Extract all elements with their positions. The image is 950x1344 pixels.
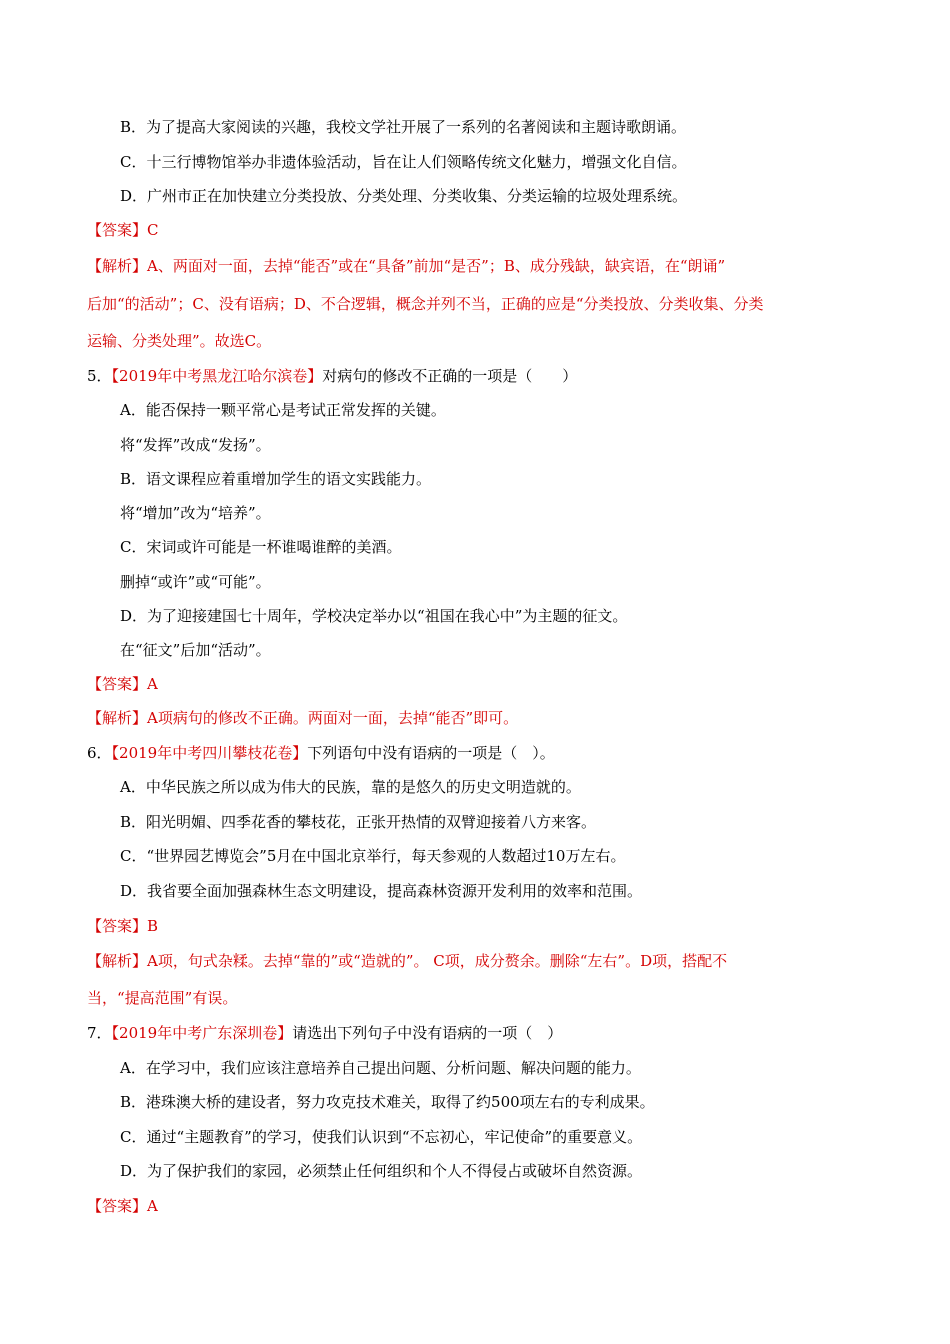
q6-heading <box>87 743 555 763</box>
q6-source: 【2019年中考四川攀枝花卷】 <box>111 744 308 762</box>
q7-source: 【2019年中考广东深圳卷】 <box>111 1024 293 1042</box>
q4-analysis-line-3: 运输、分类处理”。故选C。 <box>87 332 272 350</box>
q6-option-c: C．“世界园艺博览会”5月在中国北京举行，每天参观的人数超过10万左右。 <box>120 847 626 865</box>
q5-heading <box>87 366 577 386</box>
q6-answer: 【答案】B <box>87 917 159 935</box>
q5-option-b: B．语文课程应着重增加学生的语文实践能力。 <box>120 470 432 488</box>
q4-analysis-line-2: 后加“的活动”；C、没有语病；D、不合逻辑，概念并列不当，正确的应是“分类投放、分类收集、分类 <box>87 295 764 313</box>
q4-option-c: C．十三行博物馆举办非遗体验活动，旨在让人们领略传统文化魅力，增强文化自信。 <box>120 153 687 171</box>
q5-fix-b: 将“增加”改为“培养”。 <box>120 504 271 522</box>
q4-option-b: B．为了提高大家阅读的兴趣，我校文学社开展了一系列的名著阅读和主题诗歌朗诵。 <box>120 118 687 136</box>
q4-answer: 【答案】C <box>87 221 159 239</box>
q5-option-c: C．宋词或许可能是一杯谁喝谁醉的美酒。 <box>120 538 402 556</box>
q7-stem: 请选出下列句子中没有语病的一项（ ） <box>292 1024 563 1042</box>
q7-answer: 【答案】A <box>87 1197 158 1215</box>
q7-option-a: A．在学习中，我们应该注意培养自己提出问题、分析问题、解决问题的能力。 <box>120 1059 641 1077</box>
q5-number: 5． <box>87 367 112 385</box>
q6-analysis-line-1: 【解析】A项，句式杂糅。去掉“靠的”或“造就的”。 C项，成分赘余。删除“左右”。D项，搭配不 <box>87 952 728 970</box>
q5-fix-c: 删掉“或许”或“可能”。 <box>120 573 271 591</box>
q6-stem: 下列语句中没有语病的一项是（ ）。 <box>307 744 555 762</box>
q5-fix-d: 在“征文”后加“活动”。 <box>120 641 271 659</box>
q5-option-a: A．能否保持一颗平常心是考试正常发挥的关键。 <box>120 401 446 419</box>
q5-option-d: D．为了迎接建国七十周年，学校决定举办以“祖国在我心中”为主题的征文。 <box>120 607 628 625</box>
q6-option-d: D．我省要全面加强森林生态文明建设，提高森林资源开发利用的效率和范围。 <box>120 882 643 900</box>
q5-stem: 对病句的修改不正确的一项是（ ） <box>322 367 578 385</box>
q7-option-d: D．为了保护我们的家园，必须禁止任何组织和个人不得侵占或破坏自然资源。 <box>120 1162 643 1180</box>
q5-answer: 【答案】A <box>87 675 158 693</box>
q7-option-c: C．通过“主题教育”的学习，使我们认识到“不忘初心，牢记使命”的重要意义。 <box>120 1128 643 1146</box>
q5-analysis: 【解析】A项病句的修改不正确。两面对一面，去掉“能否”即可。 <box>87 709 519 727</box>
q5-fix-a: 将“发挥”改成“发扬”。 <box>120 436 271 454</box>
q7-option-b: B．港珠澳大桥的建设者，努力攻克技术难关，取得了约500项左右的专利成果。 <box>120 1093 655 1111</box>
q6-option-b: B．阳光明媚、四季花香的攀枝花，正张开热情的双臂迎接着八方来客。 <box>120 813 597 831</box>
q5-source: 【2019年中考黑龙江哈尔滨卷】 <box>111 367 323 385</box>
q6-number: 6． <box>87 744 112 762</box>
q7-heading <box>87 1023 562 1043</box>
q7-number: 7． <box>87 1024 112 1042</box>
q6-analysis-line-2: 当，“提高范围”有误。 <box>87 989 238 1007</box>
q6-option-a: A．中华民族之所以成为伟大的民族，靠的是悠久的历史文明造就的。 <box>120 778 581 796</box>
q4-analysis-line-1: 【解析】A、两面对一面，去掉“能否”或在“具备”前加“是否”；B、成分残缺，缺宾语，在“朗诵” <box>87 257 726 275</box>
q4-option-d: D．广州市正在加快建立分类投放、分类处理、分类收集、分类运输的垃圾处理系统。 <box>120 187 688 205</box>
